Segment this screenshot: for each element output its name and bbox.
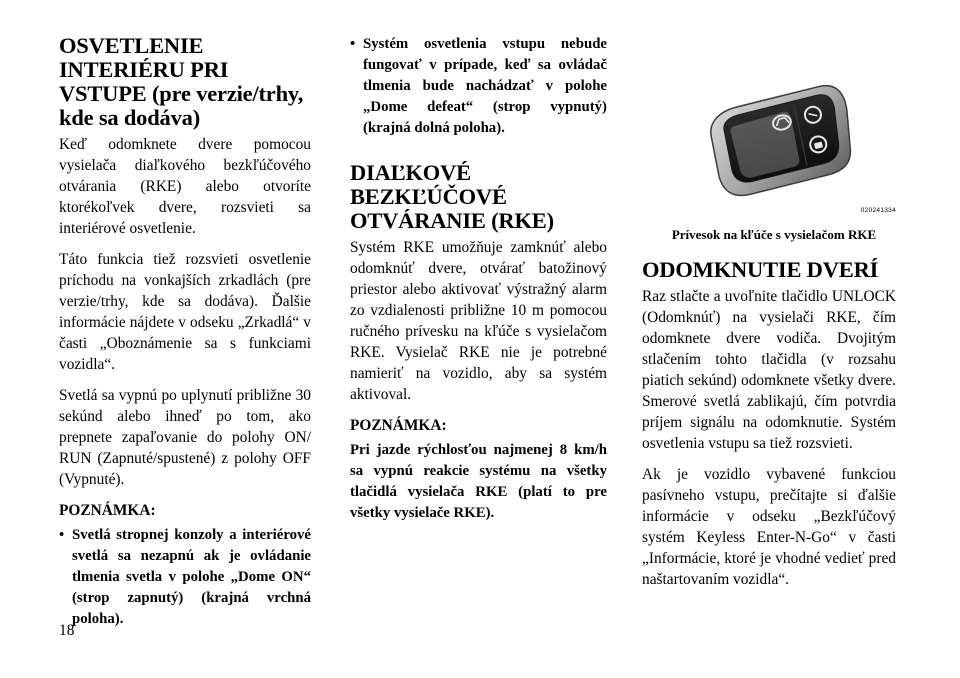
key-fob-image: [698, 80, 858, 200]
figure-code: 020241334: [860, 207, 896, 214]
figure-caption: Prívesok na kľúče s vysielačom RKE: [671, 227, 877, 242]
left-column: [59, 34, 311, 630]
section-heading-entry-lighting: OSVETLENIE INTERIÉRU PRI VSTUPE (pre verzie/trhy, kde sa dodáva): [59, 33, 304, 130]
middle-column: [350, 34, 607, 524]
section-heading-unlock-doors: ODOMKNUTIE DVERÍ: [642, 257, 879, 282]
note-bullet-item: • Systém osvetlenia vstupu nebude fungovať v prípade, keď sa ovládač tlmenia bude nachádzať v polohe „Dome defeat“ (strop vypnutý) (krajná dolná poloha).: [350, 34, 607, 139]
page-number: 18: [59, 622, 75, 639]
key-fob-icon: [704, 81, 858, 200]
paragraph: Svetlá sa vypnú po uplynutí približne 30 sekúnd alebo ihneď po tom, ako prepnete zapaľovanie do polohy ON/ RUN (Zapnuté/spustené) z polohy OFF (Vypnuté).: [59, 387, 311, 488]
key-fob-figure: [642, 68, 896, 218]
note-heading: POZNÁMKA:: [59, 502, 156, 519]
paragraph: Raz stlačte a uvoľnite tlačidlo UNLOCK (Odomknúť) na vysielači RKE, čím odomknete dvere vodiča. Dvojitým stlačením tohto tlačidla (v rozsahu piatich sekúnd) odomknete všetky dvere. Smerové svetlá zablikajú, čím potvrdia príjem signálu na odomknutie. Systém osvetlenia vstupu sa tiež rozsvieti.: [642, 288, 896, 452]
note-text: Pri jazde rýchlosťou najmenej 8 km/h sa vypnú reakcie systému na všetky tlačidlá vysielača RKE (platí to pre všetky vysielače RKE).: [350, 442, 607, 521]
section-heading-rke: DIAĽKOVÉ BEZKĽÚČOVÉ OTVÁRANIE (RKE): [350, 160, 554, 233]
paragraph: Systém RKE umožňuje zamknúť alebo odomknúť dvere, otvárať batožinový priestor alebo aktivovať výstražný alarm zo vzdialenosti približne 10 m pomocou ručného prívesku na kľúče s vysielačom RKE. Vysielač RKE nie je potrebné namieriť na vozidlo, aby sa systém aktivoval.: [350, 239, 607, 403]
right-column: [642, 34, 896, 600]
paragraph: Ak je vozidlo vybavené funkciou pasívneho vstupu, prečítajte si ďalšie informácie v odseku „Bezkľúčový systém Keyless Enter-N-Go“ v časti „Informácie, ktoré je vhodné vedieť pred naštartovaním vozidla“.: [642, 466, 896, 588]
note-heading: POZNÁMKA:: [350, 417, 447, 434]
note-bullet-item: • Svetlá stropnej konzoly a interiérové svetlá sa nezapnú ak je ovládanie tlmenia svetla v polohe „Dome ON“ (strop zapnutý) (krajná vrchná poloha).: [59, 525, 311, 630]
paragraph: Keď odomknete dvere pomocou vysielača diaľkového bezkľúčového otvárania (RKE) alebo otvoríte ktorékoľvek dvere, rozsvieti sa interiérové osvetlenie.: [59, 136, 311, 237]
paragraph: Táto funkcia tiež rozsvieti osvetlenie príchodu na vonkajších zrkadlách (pre verzie/trhy, kde sa dodáva). Ďalšie informácie nájdete v odseku „Zrkadlá“ v časti „Oboznámenie sa s funkciami vozidla“.: [59, 251, 311, 373]
note-bullet-list: [350, 34, 607, 139]
note-bullet-list: [59, 525, 311, 630]
